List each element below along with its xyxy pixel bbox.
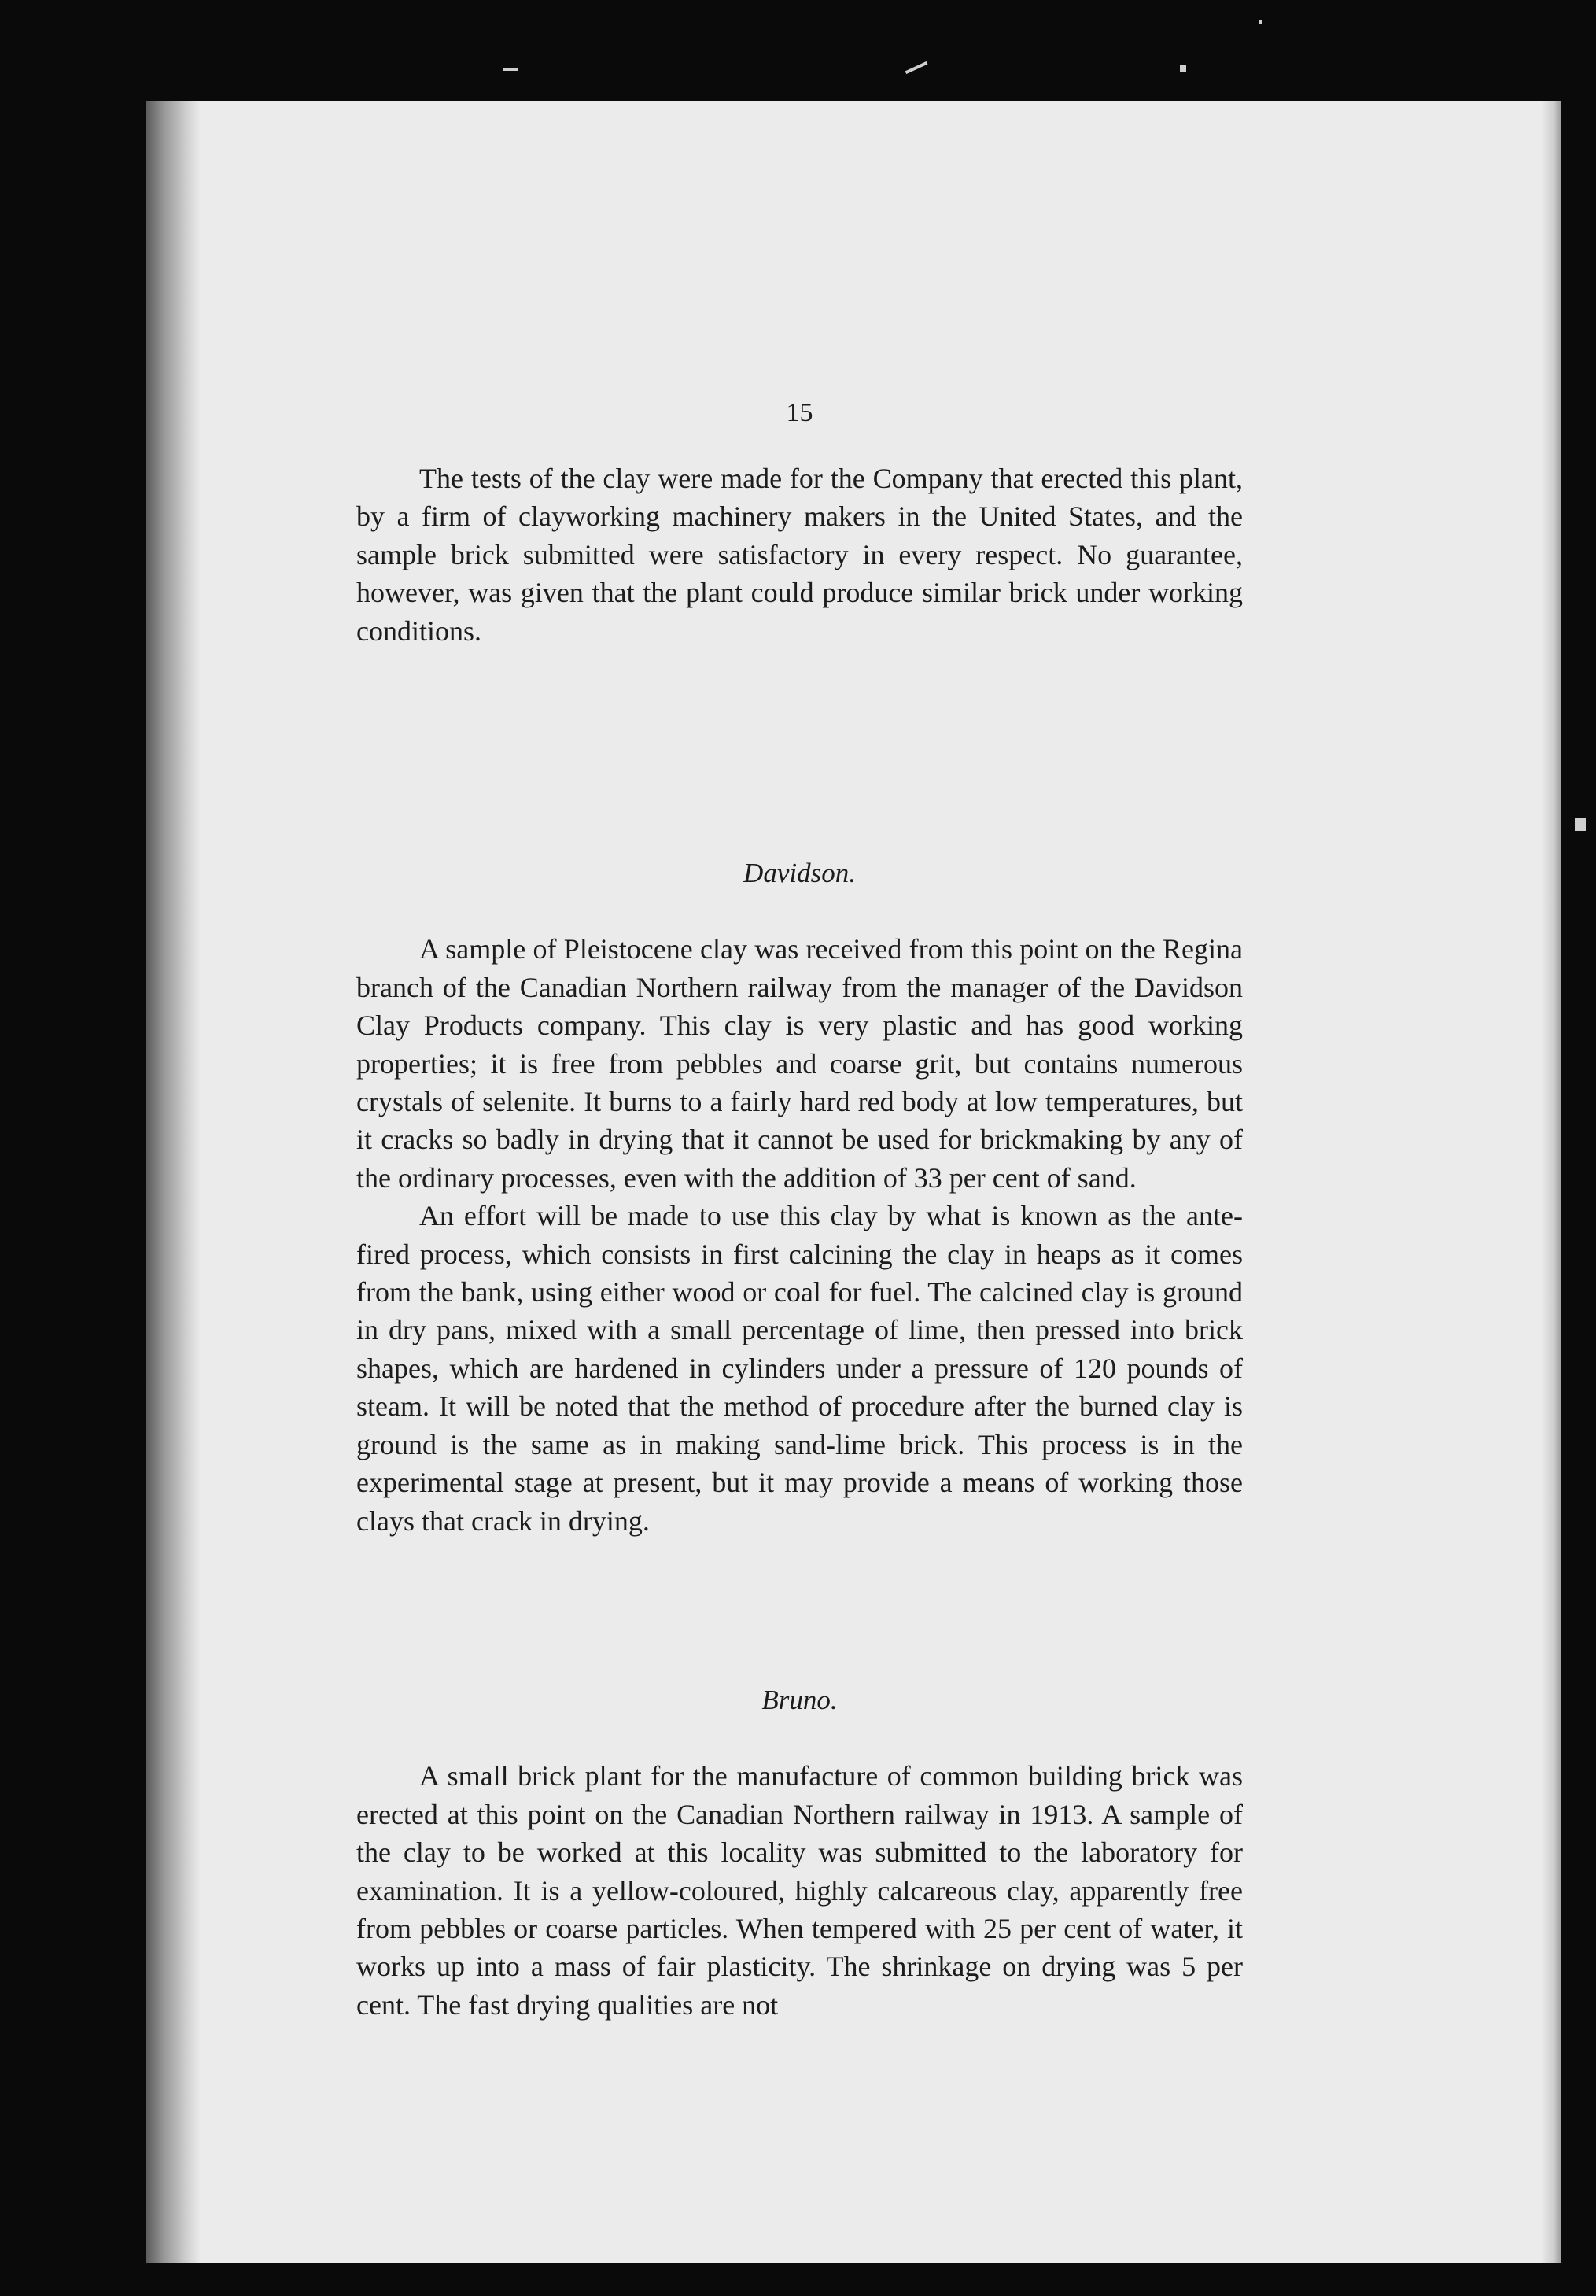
paragraph: A sample of Pleistocene clay was received from this point on the Regina branch of the Canadian Northern railway from the manager of the Davidson Clay Products company. This clay is very plastic and has good working properties; it is free from pebbles and coarse grit, but contains numerous crystals of selenite. It burns to a fairly hard red body at low temperatures, but it cracks so badly in drying that it cannot be used for brickmaking by any of the ordinary processes, even with the addition of 33 per cent of sand. (356, 933, 1243, 1194)
scan-speck (1259, 20, 1262, 24)
section-davidson (356, 855, 1243, 1540)
page-number: 15 (786, 398, 813, 427)
scan-speck (1575, 818, 1586, 831)
section-bruno (356, 1681, 1243, 2024)
paragraph: An effort will be made to use this clay by what is known as the ante-fired process, which consists in first calcining the clay in heaps as it comes from the bank, using either wood or coal for fuel. The calcined clay is ground in dry pans, mixed with a small percentage of lime, then pressed into brick shapes, which are hardened in cylinders under a pressure of 120 pounds of steam. It will be noted that the method of procedure after the burned clay is ground is the same as in making sand-lime brick. This process is in the experimental stage at present, but it may provide a means of working those clays that crack in drying. (356, 1200, 1243, 1537)
scan-speck (1180, 65, 1186, 72)
section-plant-tests (356, 460, 1243, 650)
book-page (146, 101, 1561, 2263)
scan-speck (905, 61, 928, 74)
page-binding-shadow (146, 101, 201, 2263)
page-edge-shadow (1541, 101, 1561, 2263)
section-heading-davidson: Davidson. (743, 858, 856, 888)
heading-spacer (356, 892, 1243, 930)
section-heading-bruno: Bruno. (761, 1685, 838, 1715)
paragraph: The tests of the clay were made for the Company that erected this plant, by a firm of clayworking machinery makers in the United States, and the sample brick submitted were satisfactory in every respect. No guarantee, however, was given that the plant could produce similar brick under working conditions. (356, 463, 1243, 647)
heading-spacer (356, 1719, 1243, 1757)
paragraph: A small brick plant for the manufacture of common building brick was erected at this point on the Canadian Northern railway in 1913. A sample of the clay to be worked at this locality was submitted to the laboratory for examination. It is a yellow-coloured, highly calcareous clay, apparently free from pebbles or coarse particles. When tempered with 25 per cent of water, it works up into a mass of fair plasticity. The shrinkage on drying was 5 per cent. The fast drying qualities are not (356, 1760, 1243, 2021)
scan-speck (503, 68, 518, 71)
